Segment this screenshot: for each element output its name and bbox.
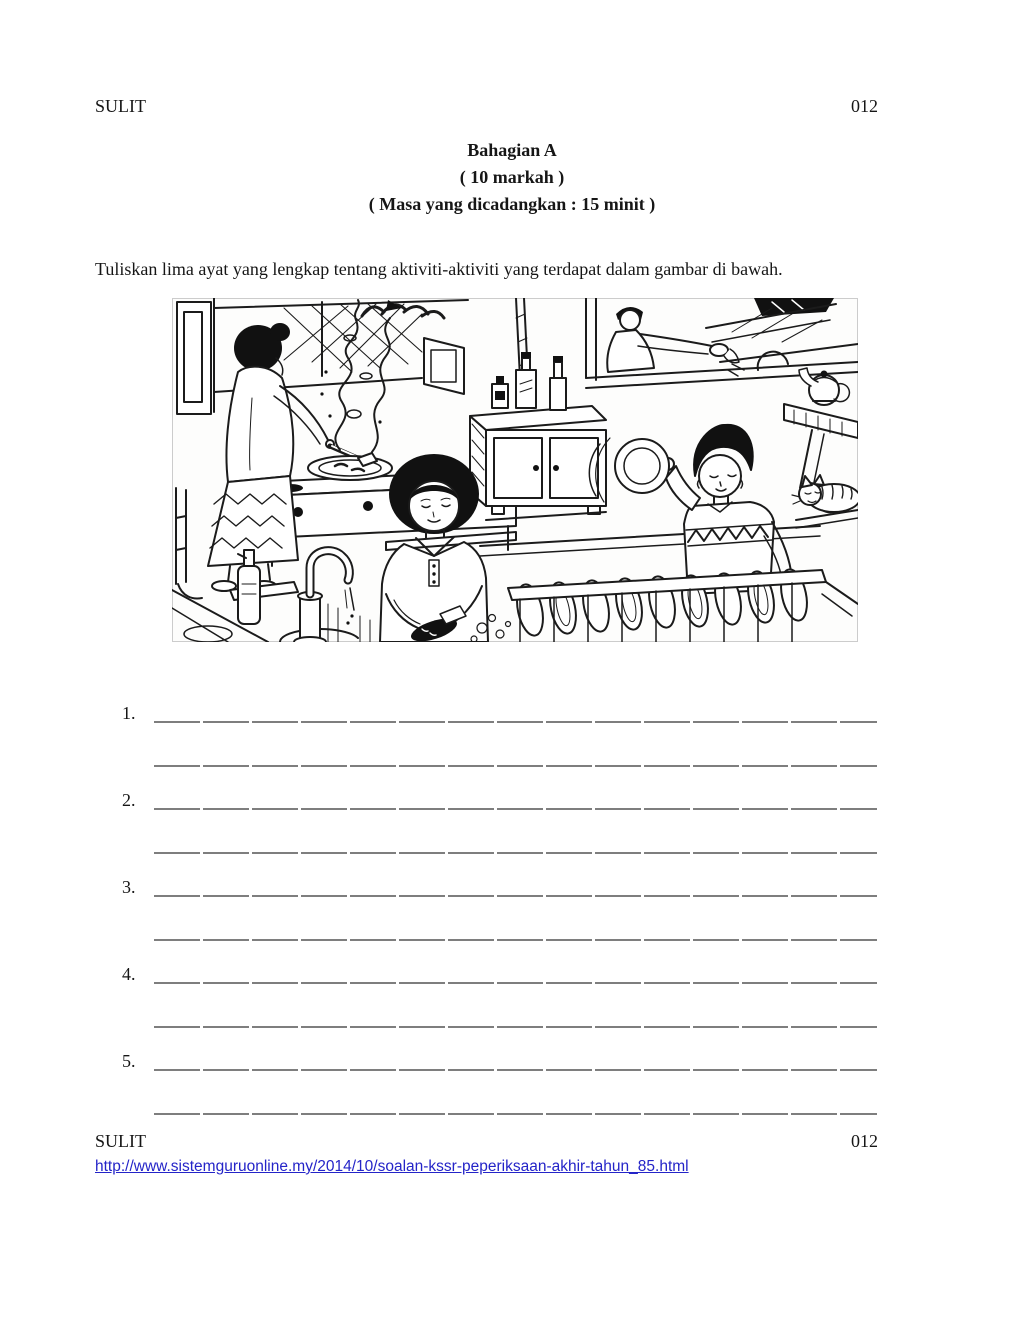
answer-line (154, 1113, 877, 1115)
footer-confidential-label: SULIT (95, 1131, 146, 1151)
answer-line (154, 895, 877, 897)
question-number: 5. (122, 1051, 136, 1071)
answer-line (154, 1026, 877, 1028)
kitchen-scene-illustration (172, 298, 858, 642)
answer-line (154, 765, 877, 767)
answer-line (154, 721, 877, 723)
question-number: 4. (122, 964, 136, 984)
section-title: Bahagian A (467, 140, 557, 160)
answer-line (154, 982, 877, 984)
header-paper-code: 012 (851, 96, 878, 116)
answer-line (154, 852, 877, 854)
answer-line (154, 1069, 877, 1071)
question-number: 3. (122, 877, 136, 897)
answer-line (154, 808, 877, 810)
question-number: 1. (122, 703, 136, 723)
page-header (95, 96, 878, 116)
footer-paper-code: 012 (851, 1131, 878, 1151)
page-footer (95, 1131, 878, 1151)
section-marks: ( 10 markah ) (459, 167, 565, 187)
section-duration: ( Masa yang dicadangkan : 15 minit ) (368, 194, 656, 214)
instruction-text: Tuliskan lima ayat yang lengkap tentang aktiviti-aktiviti yang terdapat dalam gambar di bawah. (95, 259, 783, 279)
header-confidential-label: SULIT (95, 96, 146, 116)
question-number: 2. (122, 790, 136, 810)
answer-line (154, 939, 877, 941)
source-url-link[interactable]: http://www.sistemguruonline.my/2014/10/soalan-kssr-peperiksaan-akhir-tahun_85.html (95, 1158, 689, 1175)
